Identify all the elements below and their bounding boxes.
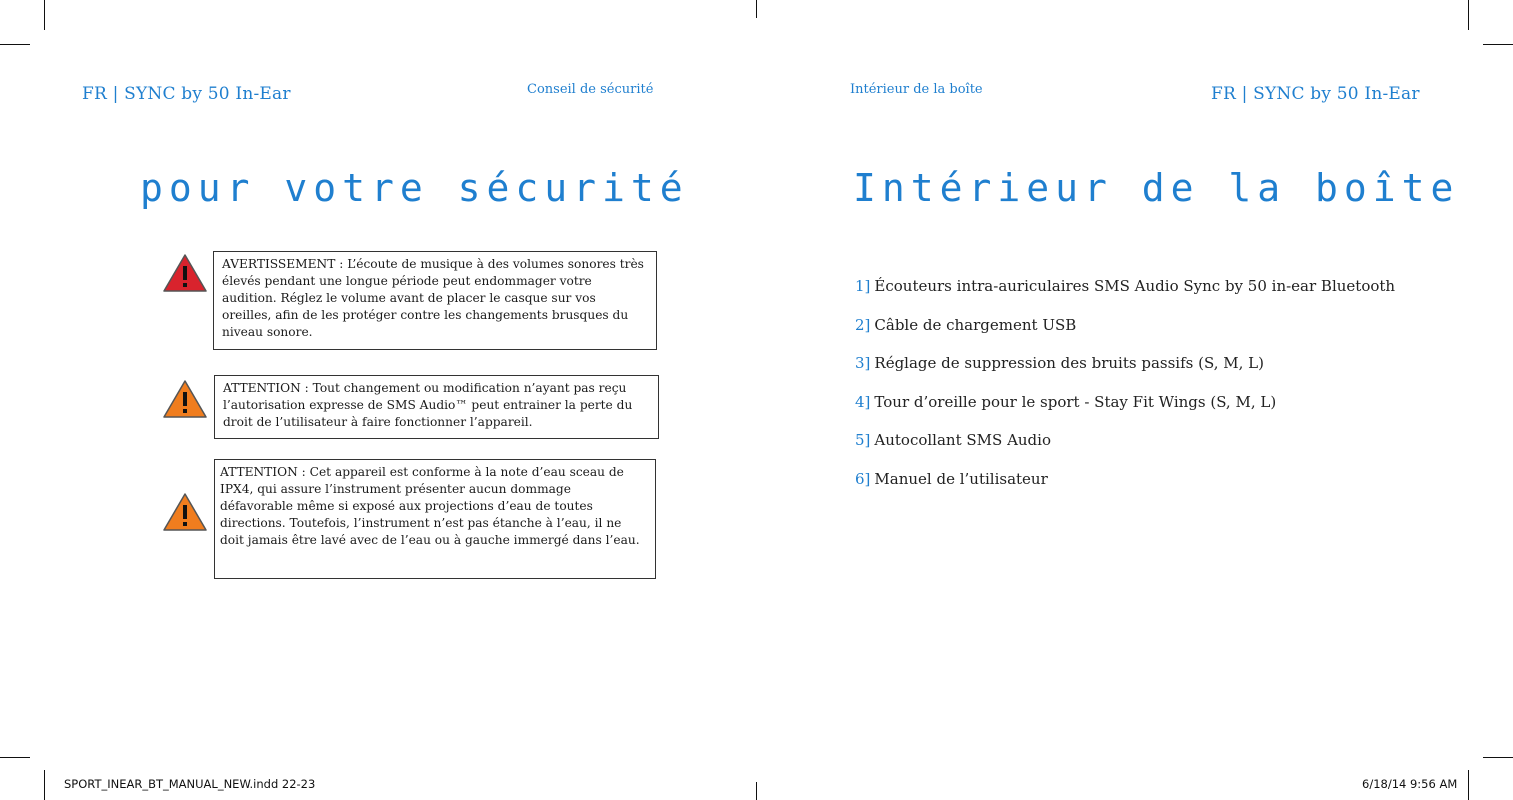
list-item <box>855 277 1395 316</box>
slug-timestamp: 6/18/14 9:56 AM <box>1362 777 1458 791</box>
crop-mark <box>1468 0 1469 30</box>
crop-mark <box>1483 44 1513 45</box>
box-contents-list <box>855 277 1395 508</box>
item-number: 6] <box>855 469 871 488</box>
crop-mark <box>756 782 757 800</box>
right-header-section: Intérieur de la boîte <box>850 82 983 97</box>
crop-mark <box>0 757 30 758</box>
item-number: 1] <box>855 277 871 295</box>
crop-mark <box>44 0 45 30</box>
list-item <box>855 393 1395 432</box>
item-label: Manuel de l’utilisateur <box>874 469 1048 488</box>
left-header-section: Conseil de sécurité <box>527 82 654 97</box>
right-page-heading: Intérieur de la boîte <box>853 166 1460 210</box>
warning-red-triangle-icon <box>162 253 208 293</box>
warning-orange-triangle-icon <box>162 379 208 419</box>
warning-box-water <box>214 459 656 579</box>
item-label: Autocollant SMS Audio <box>874 431 1051 449</box>
warning-text: ATTENTION : Tout changement ou modification n’ayant pas reçu l’autorisation expresse de SMS Audio™ peut entrainer la perte du droit de l’utilisateur à faire fonctionner l’appareil. <box>223 381 633 429</box>
list-item <box>855 354 1395 393</box>
left-page-heading: pour votre sécurité <box>140 166 689 210</box>
item-number: 4] <box>855 392 871 411</box>
item-label: Câble de chargement USB <box>874 315 1077 334</box>
crop-mark <box>44 770 45 800</box>
item-number: 2] <box>855 315 871 334</box>
item-label: Écouteurs intra-auriculaires SMS Audio Sync by 50 in-ear Bluetooth <box>874 277 1396 295</box>
left-header-title: FR | SYNC by 50 In-Ear <box>82 84 291 104</box>
list-item <box>855 470 1395 509</box>
item-number: 3] <box>855 354 871 372</box>
warning-text: AVERTISSEMENT : L’écoute de musique à des volumes sonores très élevés pendant une longue période peut endommager votre audition. Réglez le volume avant de placer le casque sur vos oreilles, afin de les protéger contre les changements brusques du niveau sonore. <box>222 257 644 339</box>
crop-mark <box>756 0 757 18</box>
warning-text: ATTENTION : Cet appareil est conforme à la note d’eau sceau de IPX4, qui assure l’instrument présenter aucun dommage défavorable même si exposé aux projections d’eau de toutes directions. Toutefois, l’instrument n’est pas étanche à l’eau, il ne doit jamais être lavé avec de l’eau ou à gauche immergé dans l’eau. <box>220 465 640 547</box>
warning-orange-triangle-icon <box>162 492 208 532</box>
item-label: Tour d’oreille pour le sport - Stay Fit Wings (S, M, L) <box>874 392 1277 411</box>
right-header-title: FR | SYNC by 50 In-Ear <box>1211 84 1420 104</box>
crop-mark <box>1468 770 1469 800</box>
item-number: 5] <box>855 431 871 449</box>
warning-box-hearing <box>213 251 657 350</box>
crop-mark <box>0 44 30 45</box>
item-label: Réglage de suppression des bruits passifs (S, M, L) <box>874 354 1264 372</box>
slug-filename: SPORT_INEAR_BT_MANUAL_NEW.indd 22-23 <box>64 777 316 791</box>
list-item <box>855 431 1395 470</box>
list-item <box>855 316 1395 355</box>
warning-box-modification <box>214 375 659 439</box>
crop-mark <box>1483 757 1513 758</box>
